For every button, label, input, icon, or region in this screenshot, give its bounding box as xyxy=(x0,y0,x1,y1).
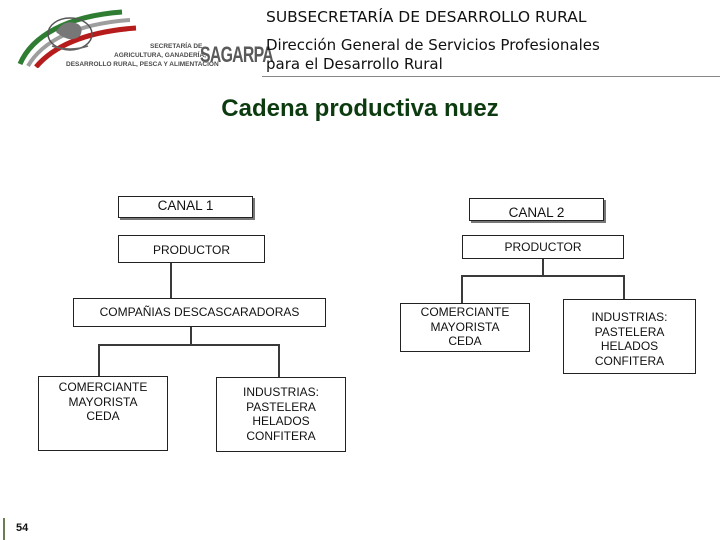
canal-2-comerciante-line-3: CEDA xyxy=(448,334,482,348)
logo-line-1: SECRETARÍA DE xyxy=(150,43,203,50)
logo-line-2: AGRICULTURA, GANADERÍA, xyxy=(114,52,206,59)
canal-1-industrias-line-2: PASTELERA xyxy=(246,399,316,414)
canal-2-productor: PRODUCTOR xyxy=(462,235,624,259)
header-subtitle-line-1: Dirección General de Servicios Profesionales xyxy=(266,36,600,54)
canal-1-productor: PRODUCTOR xyxy=(118,235,265,263)
connector-productor-2-branch xyxy=(461,275,625,277)
connector-to-comerciante-1 xyxy=(98,344,100,376)
page-title: Cadena productiva nuez xyxy=(221,95,499,122)
canal-2-label: CANAL 2 xyxy=(469,198,604,221)
canal-1-industrias-line-3: HELADOS xyxy=(252,414,310,428)
canal-1-comerciante-line-2: MAYORISTA xyxy=(68,394,138,409)
brand-name: SAGARPA xyxy=(200,42,274,67)
canal-1-label: CANAL 1 xyxy=(118,196,253,218)
header-divider xyxy=(262,76,720,77)
canal-1-industrias-line-4: CONFITERA xyxy=(246,428,316,443)
page-number: 54 xyxy=(16,522,29,534)
connector-productor-2-down xyxy=(542,259,544,276)
connector-to-comerciante-2 xyxy=(461,275,463,303)
header-subtitle-line-2: para el Desarrollo Rural xyxy=(266,55,443,73)
header-subtitle xyxy=(266,36,600,74)
connector-companias-branch xyxy=(98,344,280,346)
canal-1-companias-descascaradoras: COMPAÑIAS DESCASCARADORAS xyxy=(73,298,326,327)
connector-productor-companias xyxy=(170,263,172,298)
canal-1-comerciante-line-3: CEDA xyxy=(86,409,120,423)
canal-1-industrias-line-1: INDUSTRIAS: xyxy=(242,385,319,399)
canal-1-comerciante-line-1: COMERCIANTE xyxy=(58,380,148,394)
canal-1-industrias xyxy=(216,377,346,452)
logo-line-3: DESARROLLO RURAL, PESCA Y ALIMENTACIÓN xyxy=(66,61,219,68)
canal-2-industrias xyxy=(563,299,696,374)
canal-2-comerciante-line-2: MAYORISTA xyxy=(430,319,500,334)
connector-companias-down xyxy=(190,327,192,345)
canal-2-industrias-line-1: INDUSTRIAS: xyxy=(591,310,668,324)
canal-2-industrias-line-2: PASTELERA xyxy=(594,324,665,339)
canal-2-industrias-line-3: HELADOS xyxy=(600,339,659,353)
canal-2-comerciante-mayorista xyxy=(400,303,530,352)
page-number-bar xyxy=(3,518,5,540)
logo xyxy=(0,0,274,78)
header-title: SUBSECRETARÍA DE DESARROLLO RURAL xyxy=(266,8,587,26)
connector-to-industrias-1 xyxy=(278,344,280,377)
canal-2-comerciante-line-1: COMERCIANTE xyxy=(420,305,510,319)
connector-to-industrias-2 xyxy=(623,275,625,299)
canal-1-comerciante-mayorista xyxy=(38,376,168,451)
canal-2-industrias-line-4: CONFITERA xyxy=(594,353,665,368)
